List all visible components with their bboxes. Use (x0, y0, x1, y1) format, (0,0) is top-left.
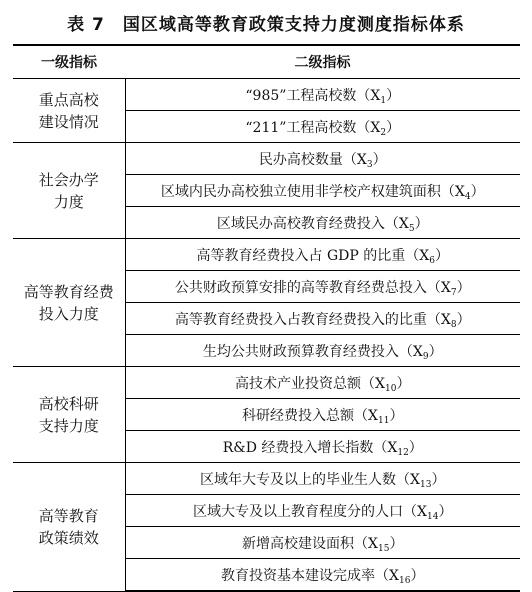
indicator-subscript: 10 (385, 383, 397, 394)
indicator-cell (125, 111, 520, 143)
paren-open: （ (396, 471, 411, 488)
indicator-text: “211”工程高校数 (245, 119, 357, 136)
indicator-cell (125, 79, 520, 111)
paren-close: ） (389, 407, 404, 424)
indicator-subscript: 12 (397, 447, 409, 458)
table-title: 国区域高等教育政策支持力度测度指标体系 (122, 15, 465, 35)
indicator-cell (125, 399, 520, 431)
indicator-text: 高技术产业投资总额 (235, 375, 362, 392)
category-label-line: 高等教育 (38, 506, 99, 525)
indicator-text: “985”工程高校数 (245, 87, 357, 104)
header-level1: 一级指标 (13, 45, 125, 79)
indicator-text: 区域民办高校教育经费投入 (216, 215, 385, 232)
paren-open: （ (398, 343, 413, 360)
paren-open: （ (361, 375, 376, 392)
indicator-subscript: 7 (450, 287, 457, 298)
table-row (13, 79, 520, 111)
indicator-text: 公共财政预算安排的高等教育经费总投入 (174, 279, 427, 296)
indicator-variable: X (419, 247, 430, 264)
indicator-variable: X (368, 535, 378, 552)
indicator-cell (125, 175, 520, 207)
category-cell (13, 143, 125, 239)
indicator-table (13, 44, 520, 592)
indicator-variable: X (454, 183, 465, 200)
indicator-text: 区域大专及以上教育程度分的人口 (193, 503, 404, 520)
indicator-cell (125, 463, 520, 495)
paren-open: （ (354, 407, 369, 424)
indicator-cell (125, 143, 520, 175)
indicator-subscript: 15 (378, 543, 390, 554)
indicator-text: 生均公共财政预算教育经费投入 (202, 343, 399, 360)
category-label-line: 重点高校 (38, 90, 99, 109)
indicator-text: 高等教育经费投入占 GDP 的比重 (196, 247, 406, 264)
paren-open: （ (356, 87, 371, 104)
indicator-text: 新增高校建设面积 (242, 535, 355, 552)
paren-close: ） (438, 503, 453, 520)
paren-close: ） (456, 311, 471, 328)
category-label-line: 社会办学 (38, 170, 99, 189)
paren-close: ） (386, 87, 401, 104)
category-cell (13, 79, 125, 143)
table-caption (0, 10, 532, 35)
indicator-cell (125, 335, 520, 367)
indicator-subscript: 3 (366, 159, 373, 170)
indicator-cell (125, 303, 520, 335)
indicator-cell (125, 495, 520, 527)
indicator-subscript: 14 (427, 511, 439, 522)
indicator-cell (125, 559, 520, 592)
paren-close: ） (396, 375, 411, 392)
indicator-text: 区域年大专及以上的毕业生人数 (200, 471, 397, 488)
category-label-line: 建设情况 (38, 112, 99, 131)
category-label-line: 力度 (53, 192, 84, 211)
paren-close: ） (414, 215, 429, 232)
category-cell (13, 367, 125, 463)
paren-close: ） (470, 183, 485, 200)
paren-open: （ (403, 503, 418, 520)
indicator-text: 教育投资基本建设完成率 (221, 567, 376, 584)
table-body (13, 79, 520, 592)
category-label-line: 高等教育经费 (23, 282, 114, 301)
table-row (13, 367, 520, 399)
indicator-subscript: 5 (408, 223, 415, 234)
table-row (13, 239, 520, 271)
indicator-variable: X (375, 375, 385, 392)
category-cell (13, 463, 125, 592)
indicator-subscript: 6 (429, 255, 435, 266)
category-label-line: 投入力度 (38, 304, 99, 323)
indicator-subscript: 13 (420, 479, 432, 490)
indicator-variable: X (440, 279, 451, 296)
indicator-variable: X (389, 567, 399, 584)
paren-open: （ (426, 311, 441, 328)
indicator-variable: X (398, 215, 409, 232)
indicator-subscript: 16 (399, 575, 411, 586)
table-number: 表 7 (67, 15, 105, 35)
indicator-cell (125, 207, 520, 239)
indicator-cell (125, 239, 520, 271)
header-row (13, 45, 520, 79)
indicator-cell (125, 367, 520, 399)
paren-close: ） (456, 279, 471, 296)
indicator-variable: X (370, 87, 381, 104)
paren-open: （ (342, 151, 357, 168)
paren-open: （ (354, 535, 369, 552)
indicator-subscript: 1 (380, 95, 387, 106)
paren-open: （ (384, 215, 399, 232)
paren-close: ） (428, 343, 443, 360)
indicator-subscript: 11 (378, 415, 390, 426)
category-label-line: 政策绩效 (38, 528, 99, 547)
indicator-cell (125, 431, 520, 463)
paren-close: ） (410, 567, 425, 584)
indicator-text: 科研经费投入总额 (242, 407, 355, 424)
indicator-subscript: 8 (450, 319, 457, 330)
category-cell (13, 239, 125, 367)
paren-open: （ (373, 439, 388, 456)
paren-close: ） (434, 247, 449, 264)
indicator-subscript: 9 (422, 351, 429, 362)
indicator-variable: X (368, 407, 378, 424)
indicator-text: R&D 经费投入增长指数 (222, 439, 374, 456)
table-row (13, 463, 520, 495)
paren-open: （ (356, 119, 371, 136)
paren-close: ） (372, 151, 387, 168)
indicator-text: 民办高校数量 (258, 151, 343, 168)
indicator-subscript: 2 (380, 127, 387, 138)
indicator-variable: X (410, 471, 420, 488)
indicator-cell (125, 271, 520, 303)
paren-open: （ (405, 247, 420, 264)
indicator-subscript: 4 (464, 191, 471, 202)
indicator-cell (125, 527, 520, 559)
paren-close: ） (431, 471, 446, 488)
indicator-text: 高等教育经费投入占教育经费投入的比重 (174, 311, 427, 328)
category-label-line: 高校科研 (38, 394, 99, 413)
indicator-variable: X (417, 503, 427, 520)
paren-close: ） (408, 439, 423, 456)
category-label-line: 支持力度 (38, 416, 99, 435)
header-level2: 二级指标 (125, 45, 520, 79)
indicator-variable: X (356, 151, 367, 168)
paren-open: （ (375, 567, 390, 584)
paren-close: ） (389, 535, 404, 552)
paren-open: （ (426, 279, 441, 296)
indicator-text: 区域内民办高校独立使用非学校产权建筑面积 (160, 183, 441, 200)
indicator-variable: X (387, 439, 398, 456)
indicator-variable: X (440, 311, 451, 328)
table-row (13, 143, 520, 175)
paren-open: （ (440, 183, 455, 200)
indicator-variable: X (370, 119, 381, 136)
indicator-variable: X (412, 343, 423, 360)
paren-close: ） (386, 119, 401, 136)
